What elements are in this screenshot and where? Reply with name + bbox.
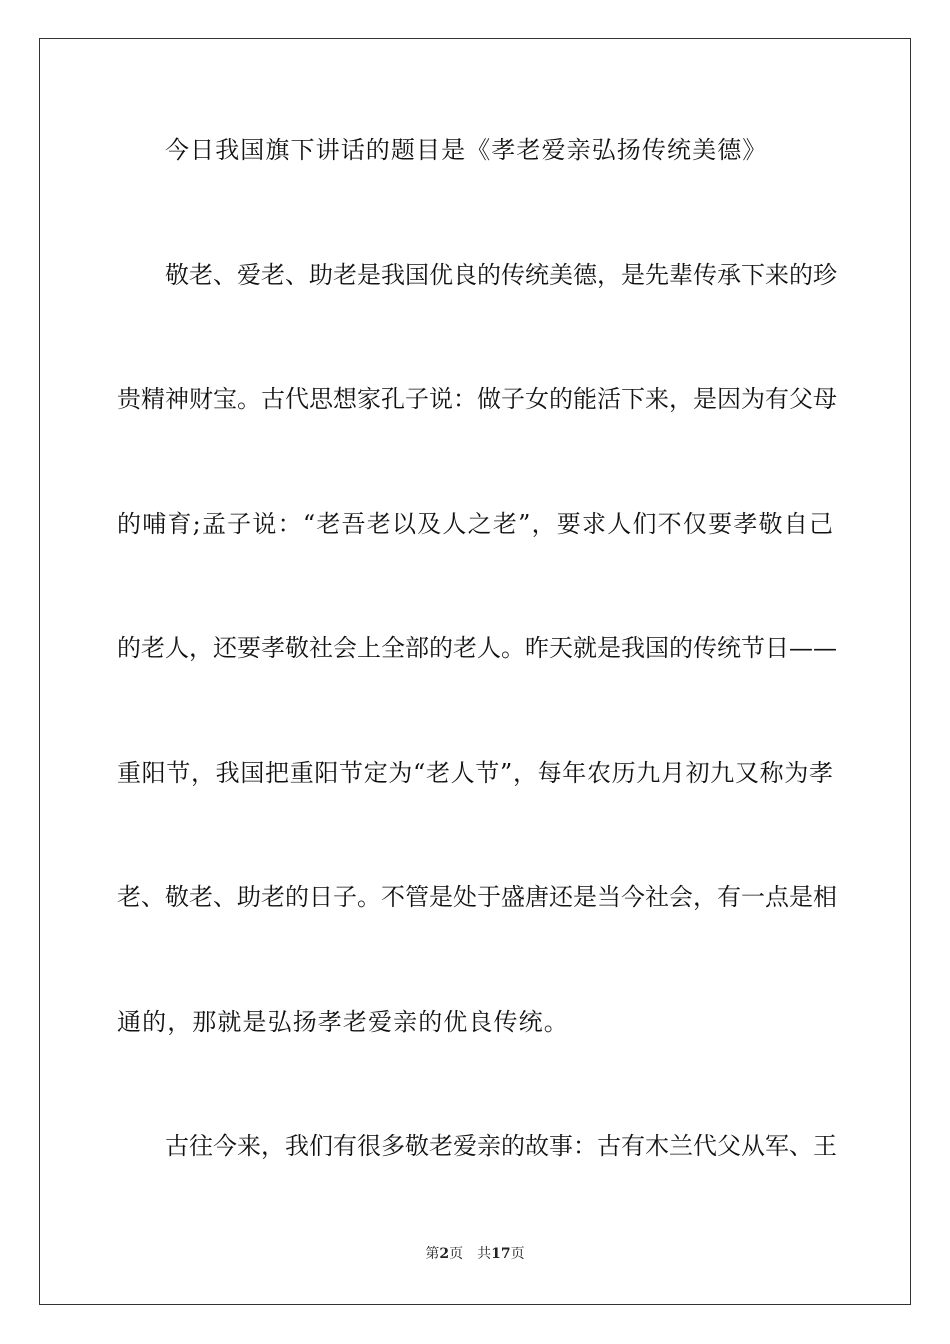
paragraph-line: 贵精神财宝。古代思想家孔子说：做子女的能活下来，是因为有父母 xyxy=(117,385,837,413)
paragraph-line: 重阳节，我国把重阳节定为“老人节”，每年农历九月初九又称为孝 xyxy=(117,759,833,787)
page-suffix: 页 xyxy=(449,1246,464,1262)
page-number: 2 xyxy=(439,1246,450,1262)
paragraph-line: 的老人，还要孝敬社会上全部的老人。昨天就是我国的传统节日—— xyxy=(117,634,837,662)
total-pages: 17 xyxy=(491,1246,511,1262)
page-border xyxy=(39,38,911,1305)
paragraph-line: 古往今来，我们有很多敬老爱亲的故事：古有木兰代父从军、王 xyxy=(165,1132,837,1160)
paragraph-line: 通的，那就是弘扬孝老爱亲的优良传统。 xyxy=(117,1008,569,1036)
page-prefix: 第 xyxy=(425,1246,440,1262)
paragraph-line: 老、敬老、助老的日子。不管是处于盛唐还是当今社会，有一点是相 xyxy=(117,883,837,911)
total-prefix: 共 xyxy=(477,1246,492,1262)
speech-title-line: 今日我国旗下讲话的题目是《孝老爱亲弘扬传统美德》 xyxy=(165,136,768,164)
paragraph-line: 的哺育;孟子说：“老吾老以及人之老”，要求人们不仅要孝敬自己 xyxy=(117,510,833,538)
page-footer xyxy=(0,1245,950,1263)
total-suffix: 页 xyxy=(510,1246,525,1262)
paragraph-line: 敬老、爱老、助老是我国优良的传统美德，是先辈传承下来的珍 xyxy=(165,261,837,289)
